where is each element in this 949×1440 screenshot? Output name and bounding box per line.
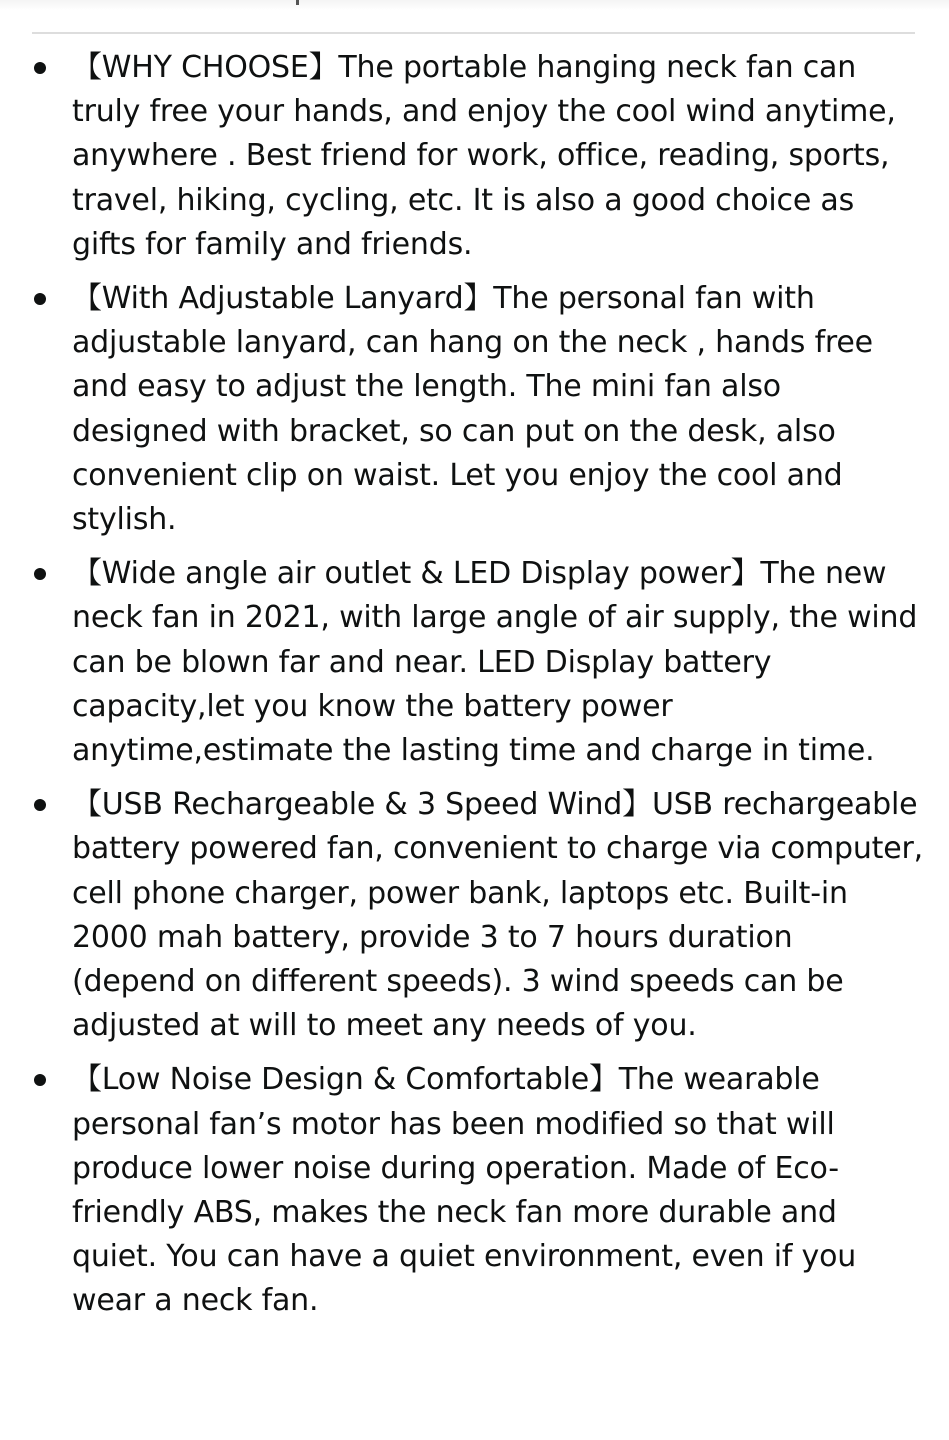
- feature-bullet-text: 【WHY CHOOSE】The portable hanging neck fan can truly free your hands, and enjoy the cool wind anytime, anywhere . Best friend for work, office, reading, sports, travel, hiking, cycling, etc. It is also a good choice as gifts for family and friends.: [72, 50, 896, 262]
- scrolled-content-edge: [0, 0, 949, 10]
- bullet-dot-icon: [34, 568, 46, 580]
- feature-bullet-text: 【USB Rechargeable & 3 Speed Wind】USB rechargeable battery powered fan, convenient to charge via computer, cell phone charger, power bank, laptops etc. Built-in 2000 mah battery, provide 3 to 7 hours duration (depend on different speeds). 3 wind speeds can be adjusted at will to meet any needs of you.: [72, 787, 923, 1044]
- section-divider: [32, 32, 915, 34]
- bullet-dot-icon: [34, 1074, 46, 1086]
- clipped-text-fragment: [296, 0, 299, 5]
- feature-bullet-wide-angle: [0, 552, 949, 773]
- feature-bullet-lanyard: [0, 277, 949, 542]
- feature-bullet-text: 【With Adjustable Lanyard】The personal fan with adjustable lanyard, can hang on the neck , hands free and easy to adjust the length. The mini fan also designed with bracket, so can put on the desk, also convenient clip on waist. Let you enjoy the cool and stylish.: [72, 281, 873, 538]
- feature-bullet-usb-rechargeable: [0, 783, 949, 1048]
- feature-bullet-text: 【Wide angle air outlet & LED Display power】The new neck fan in 2021, with large angle of air supply, the wind can be blown far and near. LED Display battery capacity,let you know the battery power anytime,estimate the lasting time and charge in time.: [72, 556, 918, 769]
- bullet-dot-icon: [34, 293, 46, 305]
- bullet-dot-icon: [34, 62, 46, 74]
- bullet-dot-icon: [34, 799, 46, 811]
- feature-bullet-text: 【Low Noise Design & Comfortable】The wearable personal fan’s motor has been modified so that will produce lower noise during operation. Made of Eco-friendly ABS, makes the neck fan more durable and quiet. You can have a quiet environment, even if you wear a neck fan.: [72, 1062, 857, 1319]
- feature-bullet-why-choose: [0, 46, 949, 267]
- product-feature-bullets: [0, 46, 949, 1334]
- feature-bullet-low-noise: [0, 1058, 949, 1323]
